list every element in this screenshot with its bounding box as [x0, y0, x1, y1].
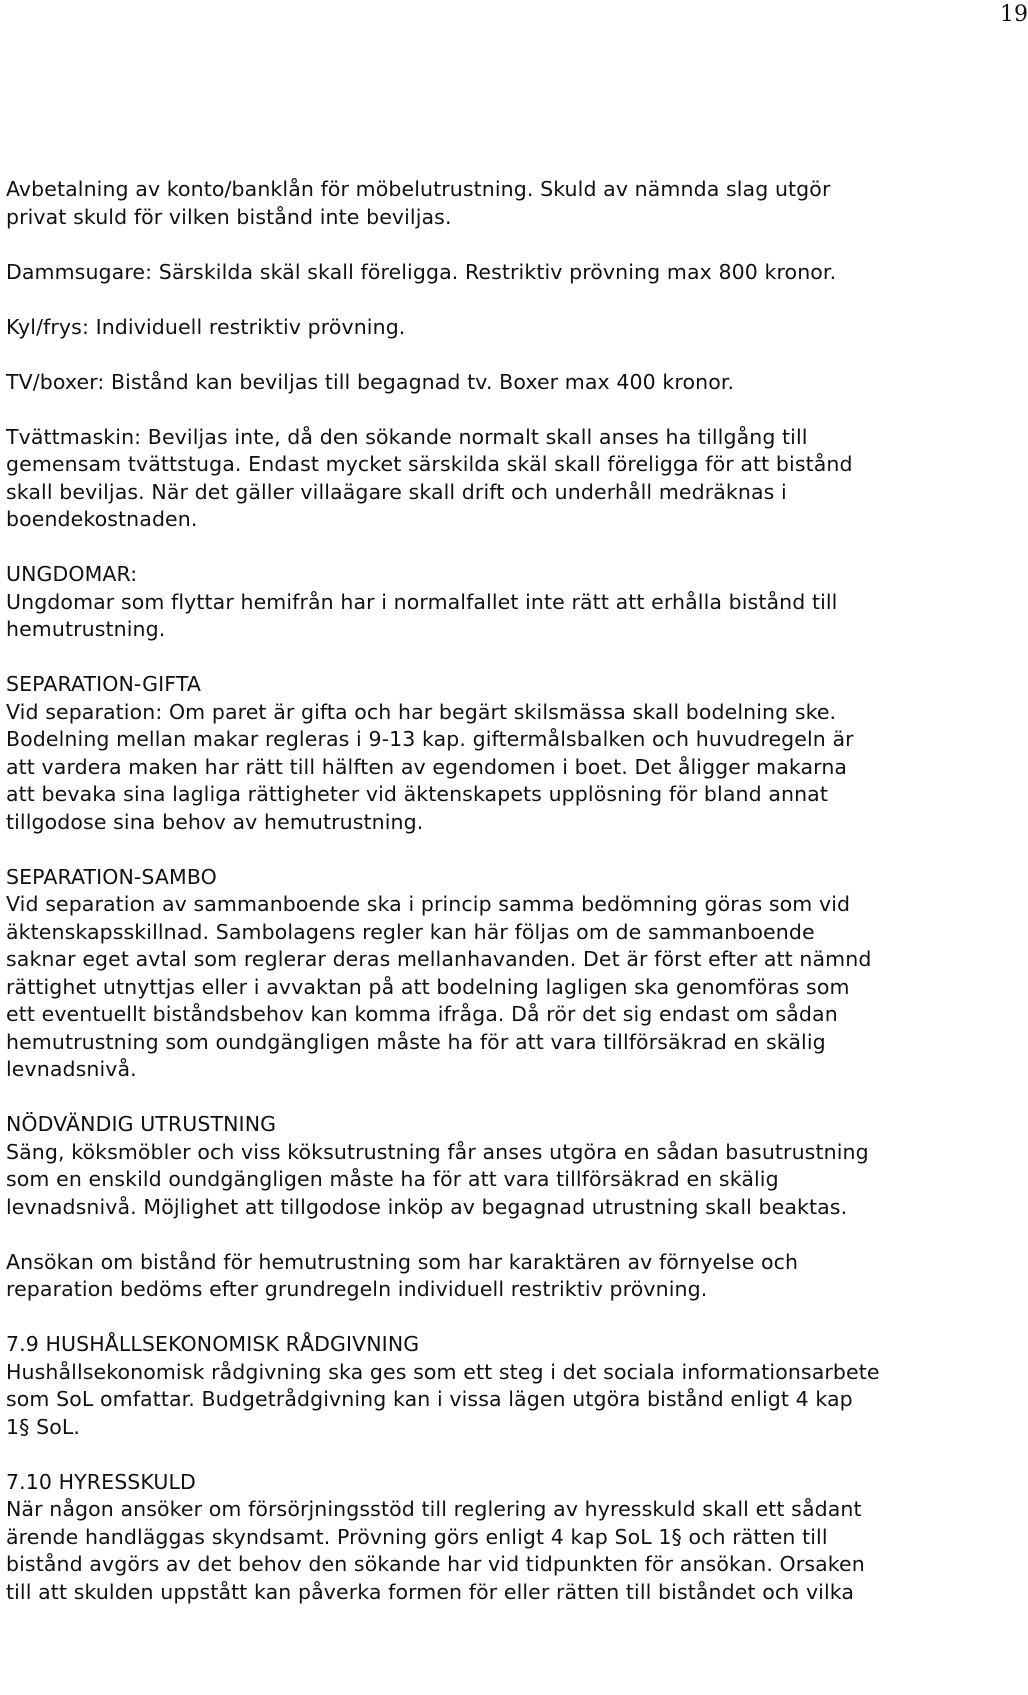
paragraph: [6, 259, 1024, 287]
text-line: Vid separation: Om paret är gifta och har begärt skilsmässa skall bodelning ske.: [6, 699, 837, 724]
page-number: 19: [1000, 2, 1028, 27]
text-line: till att skulden uppstått kan påverka formen för eller rätten till biståndet och vilka: [6, 1579, 855, 1604]
paragraph: [6, 424, 1024, 534]
text-line: privat skuld för vilken bistånd inte beviljas.: [6, 204, 452, 229]
text-line: äktenskapsskillnad. Sambolagens regler kan här följas om de sammanboende: [6, 919, 815, 944]
section-heading: 7.10 HYRESSKULD: [6, 1469, 196, 1494]
text-line: Tvättmaskin: Beviljas inte, då den sökande normalt skall anses ha tillgång till: [6, 424, 808, 449]
text-line: tillgodose sina behov av hemutrustning.: [6, 809, 424, 834]
paragraph: [6, 561, 1024, 644]
paragraph: [6, 314, 1024, 342]
paragraph: [6, 671, 1024, 836]
text-line: levnadsnivå. Möjlighet att tillgodose inköp av begagnad utrustning skall beaktas.: [6, 1194, 848, 1219]
text-line: som SoL omfattar. Budgetrådgivning kan i vissa lägen utgöra bistånd enligt 4 kap: [6, 1387, 853, 1411]
text-line: gemensam tvättstuga. Endast mycket särskilda skäl skall föreligga för att bistånd: [6, 452, 853, 476]
text-line: saknar eget avtal som reglerar deras mellanhavanden. Det är först efter att nämnd: [6, 947, 872, 971]
document-body: [6, 176, 1024, 1606]
paragraph: [6, 864, 1024, 1084]
text-line: reparation bedöms efter grundregeln individuell restriktiv prövning.: [6, 1277, 708, 1301]
text-line: ett eventuellt biståndsbehov kan komma ifråga. Då rör det sig endast om sådan: [6, 1002, 838, 1026]
section-heading: UNGDOMAR:: [6, 562, 138, 586]
text-line: Ansökan om bistånd för hemutrustning som har karaktären av förnyelse och: [6, 1249, 799, 1274]
section-heading: NÖDVÄNDIG UTRUSTNING: [6, 1112, 277, 1136]
text-line: Bodelning mellan makar regleras i 9-13 kap. giftermålsbalken och huvudregeln är: [6, 727, 854, 751]
text-line: Hushållsekonomisk rådgivning ska ges som ett steg i det sociala informationsarbete: [6, 1359, 880, 1384]
text-line: Vid separation av sammanboende ska i princip samma bedömning göras som vid: [6, 892, 851, 916]
section-heading: SEPARATION-SAMBO: [6, 864, 217, 889]
text-line: boendekostnaden.: [6, 507, 198, 531]
paragraph: [6, 176, 1024, 231]
text-line: ärende handläggas skyndsamt. Prövning görs enligt 4 kap SoL 1§ och rätten till: [6, 1524, 828, 1549]
text-line: Kyl/frys: Individuell restriktiv prövning.: [6, 314, 406, 339]
text-line: bistånd avgörs av det behov den sökande har vid tidpunkten för ansökan. Orsaken: [6, 1552, 865, 1576]
paragraph: [6, 1249, 1024, 1304]
paragraph: [6, 1111, 1024, 1221]
text-line: skall beviljas. När det gäller villaägare skall drift och underhåll medräknas i: [6, 479, 787, 504]
section-heading: SEPARATION-GIFTA: [6, 672, 201, 696]
section-heading: 7.9 HUSHÅLLSEKONOMISK RÅDGIVNING: [6, 1332, 420, 1356]
text-line: När någon ansöker om försörjningsstöd till reglering av hyresskuld skall ett sådant: [6, 1497, 862, 1521]
text-line: som en enskild oundgängligen måste ha för att vara tillförsäkrad en skälig: [6, 1167, 779, 1191]
text-line: Ungdomar som flyttar hemifrån har i normalfallet inte rätt att erhålla bistånd till: [6, 589, 838, 614]
text-line: Avbetalning av konto/banklån för möbelutrustning. Skuld av nämnda slag utgör: [6, 177, 831, 201]
text-line: Dammsugare: Särskilda skäl skall föreligga. Restriktiv prövning max 800 kronor.: [6, 259, 837, 284]
paragraph: [6, 369, 1024, 397]
text-line: hemutrustning som oundgängligen måste ha för att vara tillförsäkrad en skälig: [6, 1029, 826, 1054]
text-line: hemutrustning.: [6, 617, 166, 641]
text-line: TV/boxer: Bistånd kan beviljas till begagnad tv. Boxer max 400 kronor.: [6, 369, 735, 394]
text-line: att vardera maken har rätt till hälften av egendomen i boet. Det åligger makarna: [6, 754, 848, 779]
text-line: Säng, köksmöbler och viss köksutrustning får anses utgöra en sådan basutrustning: [6, 1139, 869, 1164]
text-line: rättighet utnyttjas eller i avvaktan på att bodelning lagligen ska genomföras som: [6, 974, 850, 999]
paragraph: [6, 1331, 1024, 1441]
text-line: att bevaka sina lagliga rättigheter vid äktenskapets upplösning för bland annat: [6, 782, 828, 806]
text-line: 1§ SoL.: [6, 1414, 81, 1439]
text-line: levnadsnivå.: [6, 1057, 137, 1081]
paragraph: [6, 1469, 1024, 1607]
